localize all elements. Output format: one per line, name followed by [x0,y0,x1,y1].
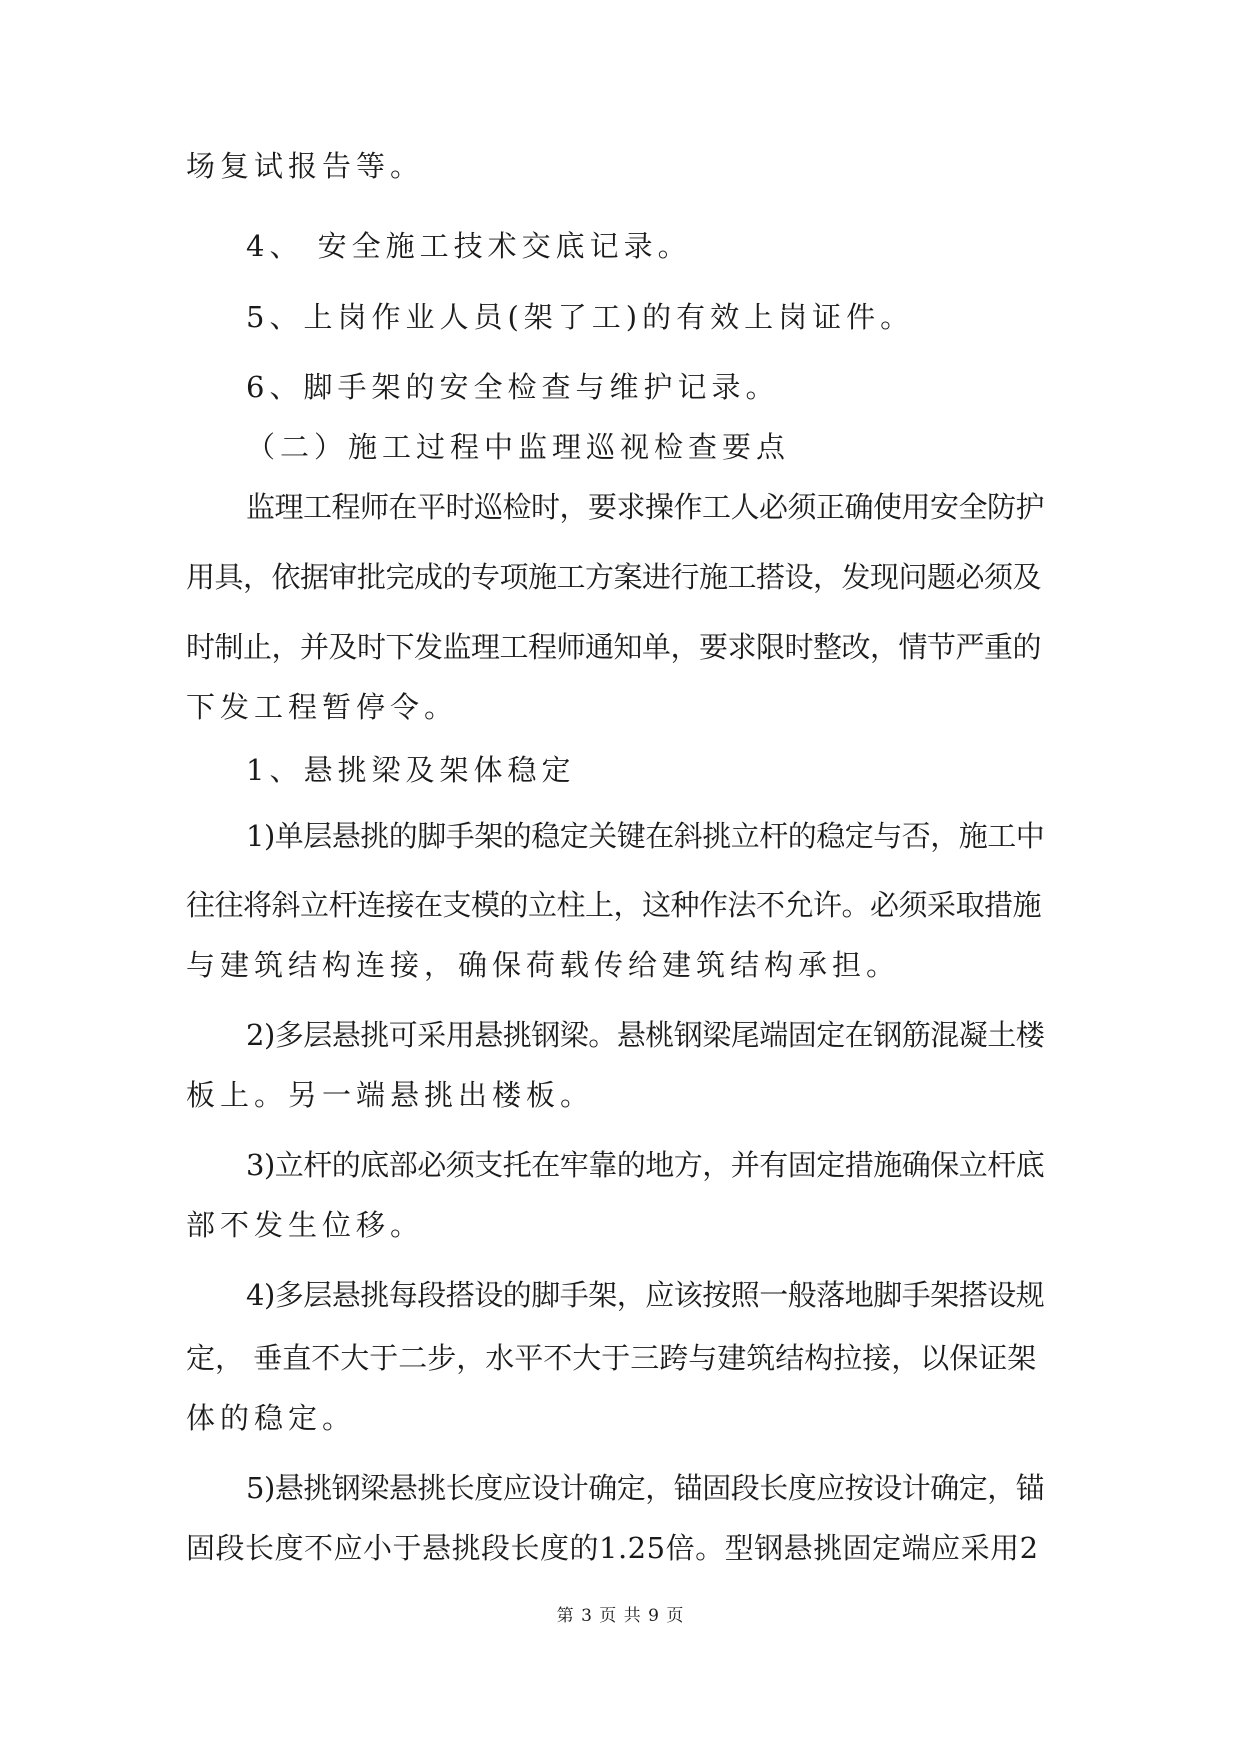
paragraph-line: 板上。另一端悬挑出楼板。 [186,1078,595,1112]
paragraph-line: 2)多层悬挑可采用悬挑钢梁。悬桃钢梁尾端固定在钢筋混凝土楼 [246,1018,1045,1052]
paragraph-line: 用具，依据审批完成的专项施工方案进行施工搭设，发现问题必须及 [186,560,1042,594]
section-heading: （二）施工过程中监理巡视检查要点 [246,430,791,464]
paragraph-line: 往往将斜立杆连接在支模的立柱上，这种作法不允许。必须采取措施 [186,888,1042,922]
paragraph-line: 时制止，并及时下发监理工程师通知单，要求限时整改，情节严重的 [186,630,1042,664]
list-item-4: 4、 安全施工技术交底记录。 [246,229,692,263]
paragraph-line: 与建筑结构连接，确保荷载传给建筑结构承担。 [186,948,901,982]
paragraph-line: 部不发生位移。 [186,1208,425,1242]
paragraph-line: 1)单层悬挑的脚手架的稳定关键在斜挑立杆的稳定与否，施工中 [246,819,1045,853]
paragraph-line: 5)悬挑钢梁悬挑长度应设计确定，锚固段长度应按设计确定，锚 [246,1471,1045,1505]
list-item-6: 6、脚手架的安全检查与维护记录。 [246,370,780,404]
paragraph-line: 定， 垂直不大于二步，水平不大于三跨与建筑结构拉接，以保证架 [186,1341,1037,1375]
paragraph-line: 3)立杆的底部必须支托在牢靠的地方，并有固定措施确保立杆底 [246,1148,1045,1182]
paragraph-line: 4)多层悬挑每段搭设的脚手架，应该按照一般落地脚手架搭设规 [246,1278,1045,1312]
subsection-heading: 1、悬挑梁及架体稳定 [246,753,576,787]
paragraph-line: 固段长度不应小于悬挑段长度的1.25倍。型钢悬挑固定端应采用2 [186,1531,1039,1565]
text-line: 场复试报告等。 [186,149,425,183]
page-number-footer: 第 3 页 共 9 页 [556,1606,685,1626]
paragraph-line: 体的稳定。 [186,1401,357,1435]
paragraph-line: 下发工程暂停令。 [186,690,459,724]
paragraph-line: 监理工程师在平时巡检时，要求操作工人必须正确使用安全防护 [246,490,1045,524]
list-item-5: 5、上岗作业人员(架了工)的有效上岗证件。 [246,300,915,334]
